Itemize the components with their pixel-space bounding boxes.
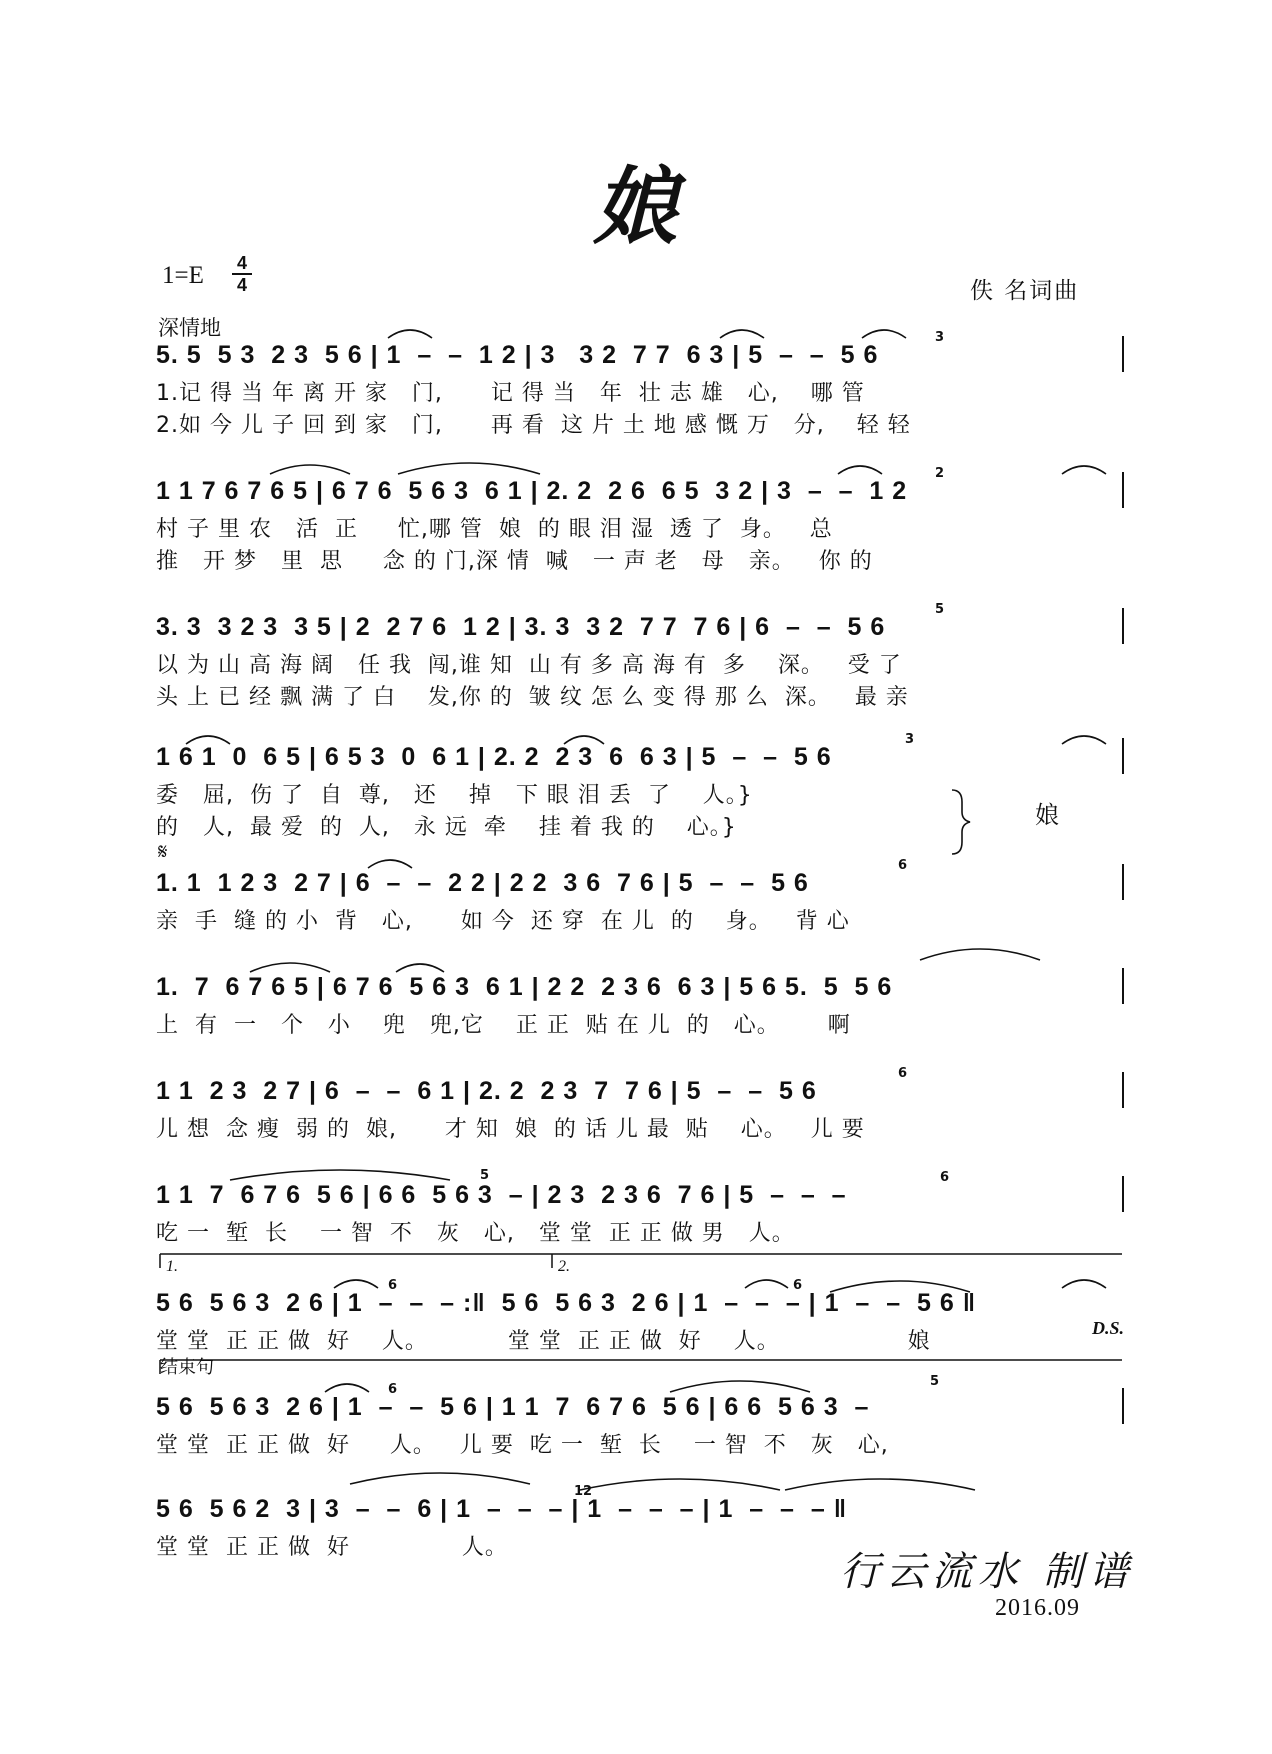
lyric-line-verse-1: 1.记 得 当 年 离 开 家 门, 记 得 当 年 壮 志 雄 心, 哪 管 xyxy=(156,381,865,406)
slur xyxy=(398,463,540,474)
grace-note-mark: 3 xyxy=(935,330,945,345)
key-signature: 1=E xyxy=(162,262,204,289)
slur xyxy=(396,964,444,972)
grace-note-mark: 6 xyxy=(793,1278,803,1293)
slur xyxy=(920,949,1040,960)
coda-ending-label: 结束句 xyxy=(160,1357,214,1378)
arranger-signature: 行云流水 制谱 xyxy=(840,1549,1135,1595)
notation-line: 5 6 5 6 2 3 | 3 – – 6 | 1 – – – | 1 – – – | 1 – – – ‖ xyxy=(156,1495,848,1523)
composer-credit: 佚 名词曲 xyxy=(970,278,1080,304)
lyric-line: 吃 一 堑 长 一 智 不 灰 心, 堂 堂 正 正 做 男 人。 xyxy=(156,1221,795,1246)
slur xyxy=(350,1473,530,1484)
grace-note-mark: 3 xyxy=(905,732,915,747)
grace-note-mark: 6 xyxy=(388,1278,398,1293)
grace-note-mark: 6 xyxy=(940,1170,950,1185)
grace-note-mark: 6 xyxy=(388,1382,398,1397)
time-signature-top: 4 xyxy=(236,253,247,273)
lyric-line: 堂 堂 正 正 做 好 人。 儿 要 吃 一 堑 长 一 智 不 灰 心, xyxy=(156,1433,889,1458)
grace-note-mark: 6 xyxy=(898,858,908,873)
grace-note-mark: 6 xyxy=(898,1066,908,1081)
notation-line: 1. 1 1 2 3 2 7 | 6 – – 2 2 | 2 2 3 6 7 6 | 5 – – 5 6 xyxy=(156,869,809,897)
notation-line: 5 6 5 6 3 2 6 | 1 – – 5 6 | 1 1 7 6 7 6 5 6 | 6 6 5 6 3 – xyxy=(156,1393,870,1421)
slur xyxy=(580,1479,780,1490)
tempo-mark: 深情地 xyxy=(158,316,221,340)
slur xyxy=(368,860,412,868)
slur xyxy=(670,1381,810,1392)
lyric-line-verse-1: 以 为 山 高 海 阔 任 我 闯,谁 知 山 有 多 高 海 有 多 深。 受 了 xyxy=(156,653,902,678)
lyric-line-verse-1: 村 子 里 农 活 正 忙,哪 管 娘 的 眼 泪 湿 透 了 身。 总 xyxy=(156,517,833,542)
notation-line: 1 1 7 6 7 6 5 6 | 6 6 5 6 3 – | 2 3 2 3 6 7 6 | 5 – – – xyxy=(156,1181,847,1209)
lyric-line: 堂 堂 正 正 做 好 人。 堂 堂 正 正 做 好 人。 娘 xyxy=(156,1329,931,1354)
lyric-line: 堂 堂 正 正 做 好 人。 xyxy=(156,1535,508,1560)
notation-line: 3. 3 3 2 3 3 5 | 2 2 7 6 1 2 | 3. 3 3 2 7 7 7 6 | 6 – – 5 6 xyxy=(156,613,886,641)
time-signature-bottom: 4 xyxy=(236,275,247,295)
slur xyxy=(186,736,230,744)
dal-segno-mark: D.S. xyxy=(1092,1318,1125,1338)
volta-1-label: 1. xyxy=(166,1258,178,1275)
slur xyxy=(388,330,432,338)
slur xyxy=(785,1479,975,1490)
slur xyxy=(745,1280,788,1288)
volta-2-label: 2. xyxy=(558,1258,570,1275)
slur xyxy=(1062,736,1106,744)
grace-note-mark: 5 xyxy=(480,1168,490,1183)
slur xyxy=(250,963,330,972)
grace-note-mark: 2 xyxy=(935,466,945,481)
refrain-cue-lyric: 娘 xyxy=(1035,801,1059,829)
lyric-line: 儿 想 念 瘦 弱 的 娘, 才 知 娘 的 话 儿 最 贴 心。 儿 要 xyxy=(156,1117,865,1142)
segno-sign: 𝄋 xyxy=(158,840,168,865)
lyric-line-verse-2: 推 开 梦 里 思 念 的 门,深 情 喊 一 声 老 母 亲。 你 的 xyxy=(156,549,873,574)
slur xyxy=(838,466,882,474)
lyric-line-verse-2: 头 上 已 经 飘 满 了 白 发,你 的 皱 纹 怎 么 变 得 那 么 深。 最 亲 xyxy=(156,685,909,710)
slur xyxy=(1062,1280,1106,1288)
slur xyxy=(862,330,906,338)
notation-line: 5 6 5 6 3 2 6 | 1 – – – :‖ 5 6 5 6 3 2 6 | 1 – – – | 1 – – 5 6 ‖ xyxy=(156,1289,977,1317)
slur xyxy=(325,1384,369,1392)
notation-line: 1 6 1 0 6 5 | 6 5 3 0 6 1 | 2. 2 2 3 6 6 3 | 5 – – 5 6 xyxy=(156,743,832,771)
song-title: 娘 xyxy=(592,157,679,256)
verse-brace xyxy=(952,790,970,854)
slur xyxy=(270,465,350,474)
slur xyxy=(564,736,604,744)
slur xyxy=(334,1280,378,1288)
notation-line: 1 1 7 6 7 6 5 | 6 7 6 5 6 3 6 1 | 2. 2 2 6 6 5 3 2 | 3 – – 1 2 xyxy=(156,477,908,505)
slur xyxy=(1062,466,1106,474)
grace-note-mark: 12 xyxy=(574,1484,593,1499)
lyric-line: 上 有 一 个 小 兜 兜,它 正 正 贴 在 儿 的 心。 啊 xyxy=(156,1013,851,1038)
slur xyxy=(830,1281,970,1292)
lyric-line-verse-1: 委 屈, 伤 了 自 尊, 还 掉 下 眼 泪 丢 了 人。} xyxy=(156,783,753,808)
grace-note-mark: 5 xyxy=(935,602,945,617)
lyric-line-verse-2: 2.如 今 儿 子 回 到 家 门, 再 看 这 片 土 地 感 慨 万 分, 轻 轻 xyxy=(156,413,911,438)
lyric-line: 亲 手 缝 的 小 背 心, 如 今 还 穿 在 儿 的 身。 背 心 xyxy=(156,909,850,934)
notation-line: 1. 7 6 7 6 5 | 6 7 6 5 6 3 6 1 | 2 2 2 3 6 6 3 | 5 6 5. 5 5 6 xyxy=(156,973,893,1001)
slur xyxy=(720,330,764,338)
grace-note-mark: 5 xyxy=(930,1374,940,1389)
slur xyxy=(230,1170,450,1180)
notation-line: 1 1 2 3 2 7 | 6 – – 6 1 | 2. 2 2 3 7 7 6 | 5 – – 5 6 xyxy=(156,1077,817,1105)
lyric-line-verse-2: 的 人, 最 爱 的 人, 永 远 牵 挂 着 我 的 心。} xyxy=(156,815,737,840)
arrangement-date: 2016.09 xyxy=(995,1595,1080,1621)
notation-line: 5. 5 5 3 2 3 5 6 | 1 – – 1 2 | 3 3 2 7 7 6 3 | 5 – – 5 6 xyxy=(156,341,879,369)
